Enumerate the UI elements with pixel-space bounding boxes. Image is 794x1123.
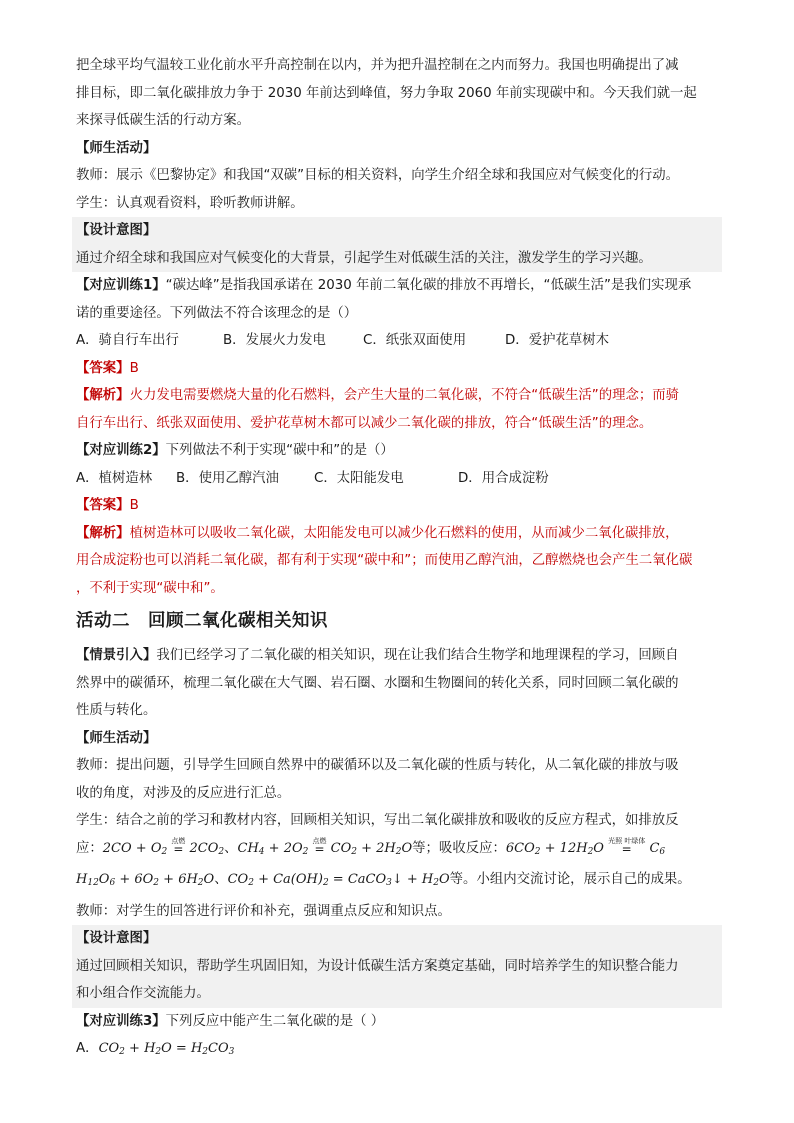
question-2-stem: 【对应训练2】下列做法不利于实现“碳中和”的是（） — [76, 443, 394, 458]
option-a: A．植树造林 — [76, 470, 153, 486]
scene-intro: 【情景引入】我们已经学习了二氧化碳的相关知识，现在让我们结合生物学和地理课程的学习，回顾自 — [76, 648, 679, 663]
question-1-analysis: 【解析】火力发电需要燃烧大量的化石燃料，会产生大量的二氧化碳，不符合“低碳生活”的理念；而骑 — [76, 388, 680, 403]
teacher-text: 教师：展示《巴黎协定》和我国“双碳”目标的相关资料，向学生介绍全球和我国应对气候变化的行动。 — [76, 168, 680, 183]
student-text: 学生：结合之前的学习和教材内容，回顾相关知识，写出二氧化碳排放和吸收的反应方程式，如排放反 — [76, 813, 679, 828]
question-1-analysis-cont: 自行车出行、纸张双面使用、爱护花草树木都可以减少二氧化碳的排放，符合“低碳生活”的理念。 — [76, 415, 653, 431]
equation-photosynthesis: $6CO_2 + 12H_2O$ 光照 叶绿体 = $C_6$ — [505, 836, 666, 857]
activity-2-heading: 活动二 回顾二氧化碳相关知识 — [76, 611, 328, 631]
equation-methane-combustion: $CH_4 + 2O_2$ 点燃 = $CO_2 + 2H_2O$ — [237, 836, 413, 857]
question-2-analysis-cont: 用合成淀粉也可以消耗二氧化碳，都有利于实现“碳中和”；而使用乙醇汽油，乙醇燃烧也会产生二氧化碳 — [76, 553, 693, 568]
question-1-stem-cont: 诺的重要途径。下列做法不符合该理念的是（） — [76, 305, 358, 321]
teacher-text: 教师：提出问题，引导学生回顾自然界中的碳循环以及二氧化碳的性质与转化，从二氧化碳的排放与吸 — [76, 758, 679, 773]
scene-intro-cont: 然界中的碳循环，梳理二氧化碳在大气圈、岩石圈、水圈和生物圈间的转化关系，同时回顾二氧化碳的 — [76, 675, 679, 691]
student-text: 学生：认真观看资料，聆听教师讲解。 — [76, 195, 304, 211]
option-b: B．使用乙醇汽油 — [176, 470, 279, 486]
intro-line: 来探寻低碳生活的行动方案。 — [76, 113, 251, 128]
design-intent-text: 通过回顾相关知识，帮助学生巩固旧知，为设计低碳生活方案奠定基础，同时培养学生的知识整合能力 — [76, 958, 679, 974]
teacher-text-cont: 收的角度，对涉及的反应进行汇总。 — [76, 785, 291, 801]
teacher-student-activity-label: 【师生活动】 — [76, 140, 157, 156]
question-1-label: 【对应训练1】 — [76, 278, 166, 293]
option-c: C．太阳能发电 — [314, 470, 404, 486]
student-equations-line: 应：$2CO + O_2$ 点燃 = $2CO_2$、$CH_4 + 2O_2$ 点燃 = $CO_2 + 2H_2O$等；吸收反应：$6CO_2 + 12H_2O$ 光照 叶绿体 = $C_6$ — [76, 836, 666, 857]
design-intent-label: 【设计意图】 — [76, 223, 157, 238]
option-c: C．纸张双面使用 — [363, 333, 467, 348]
design-intent-box — [72, 217, 722, 272]
option-d: D．爱护花草树木 — [505, 333, 610, 348]
question-3-label: 【对应训练3】 — [76, 1013, 166, 1029]
design-intent-text: 通过介绍全球和我国应对气候变化的大背景，引起学生对低碳生活的关注，激发学生的学习兴趣。 — [76, 250, 652, 266]
question-1-options — [76, 327, 718, 355]
option-d: D．用合成淀粉 — [458, 470, 549, 486]
teacher-text: 教师：对学生的回答进行评价和补充，强调重点反应和知识点。 — [76, 903, 451, 919]
teacher-student-activity-label: 【师生活动】 — [76, 730, 157, 746]
question-2-answer: 【答案】B — [76, 498, 139, 513]
design-intent-box — [72, 925, 722, 1008]
equation-co-combustion: $2CO + O_2$ 点燃 = $2CO_2$ — [102, 836, 225, 857]
scene-intro-cont: 性质与转化。 — [76, 703, 157, 718]
equation-limewater: $CO_2 + Ca(OH)_2$ = CaCO$_3$↓ + $H_2O$ — [227, 872, 450, 888]
question-1-stem: 【对应训练1】“碳达峰”是指我国承诺在 2030 年前二氧化碳的排放不再增长，“低碳生活”是我们实现承 — [76, 278, 692, 293]
option-a: A．骑自行车出行 — [76, 333, 179, 348]
intro-line: 把全球平均气温较工业化前水平升高控制在以内，并为把升温控制在之内而努力。我国也明确提出了减 — [76, 58, 679, 73]
question-2-analysis-cont: ，不利于实现“碳中和”。 — [76, 580, 224, 596]
intro-line: 排目标，即二氧化碳排放力争于 2030 年前达到峰值，努力争取 2060 年前实现碳中和。今天我们就一起 — [76, 85, 697, 101]
option-b: B．发展火力发电 — [223, 333, 326, 348]
question-3-stem: 【对应训练3】下列反应中能产生二氧化碳的是（ ） — [76, 1013, 385, 1029]
question-1-answer: 【答案】B — [76, 360, 139, 376]
question-2-analysis: 【解析】植树造林可以吸收二氧化碳，太阳能发电可以减少化石燃料的使用，从而减少二氧化碳排放， — [76, 525, 679, 541]
question-2-options — [76, 465, 718, 493]
question-3-option-a: A．$CO_2 + H_2O = H_2CO_3$ — [76, 1041, 235, 1057]
question-2-label: 【对应训练2】 — [76, 443, 166, 458]
design-intent-text-cont: 和小组合作交流能力。 — [76, 986, 210, 1001]
design-intent-label: 【设计意图】 — [76, 931, 157, 946]
student-equations-line-cont: $H_{12}O_6 + 6O_2 + 6H_2O$、$CO_2 + Ca(OH)_2$ = CaCO$_3$↓ + $H_2O$等。小组内交流讨论，展示自己的成果。 — [76, 872, 691, 888]
